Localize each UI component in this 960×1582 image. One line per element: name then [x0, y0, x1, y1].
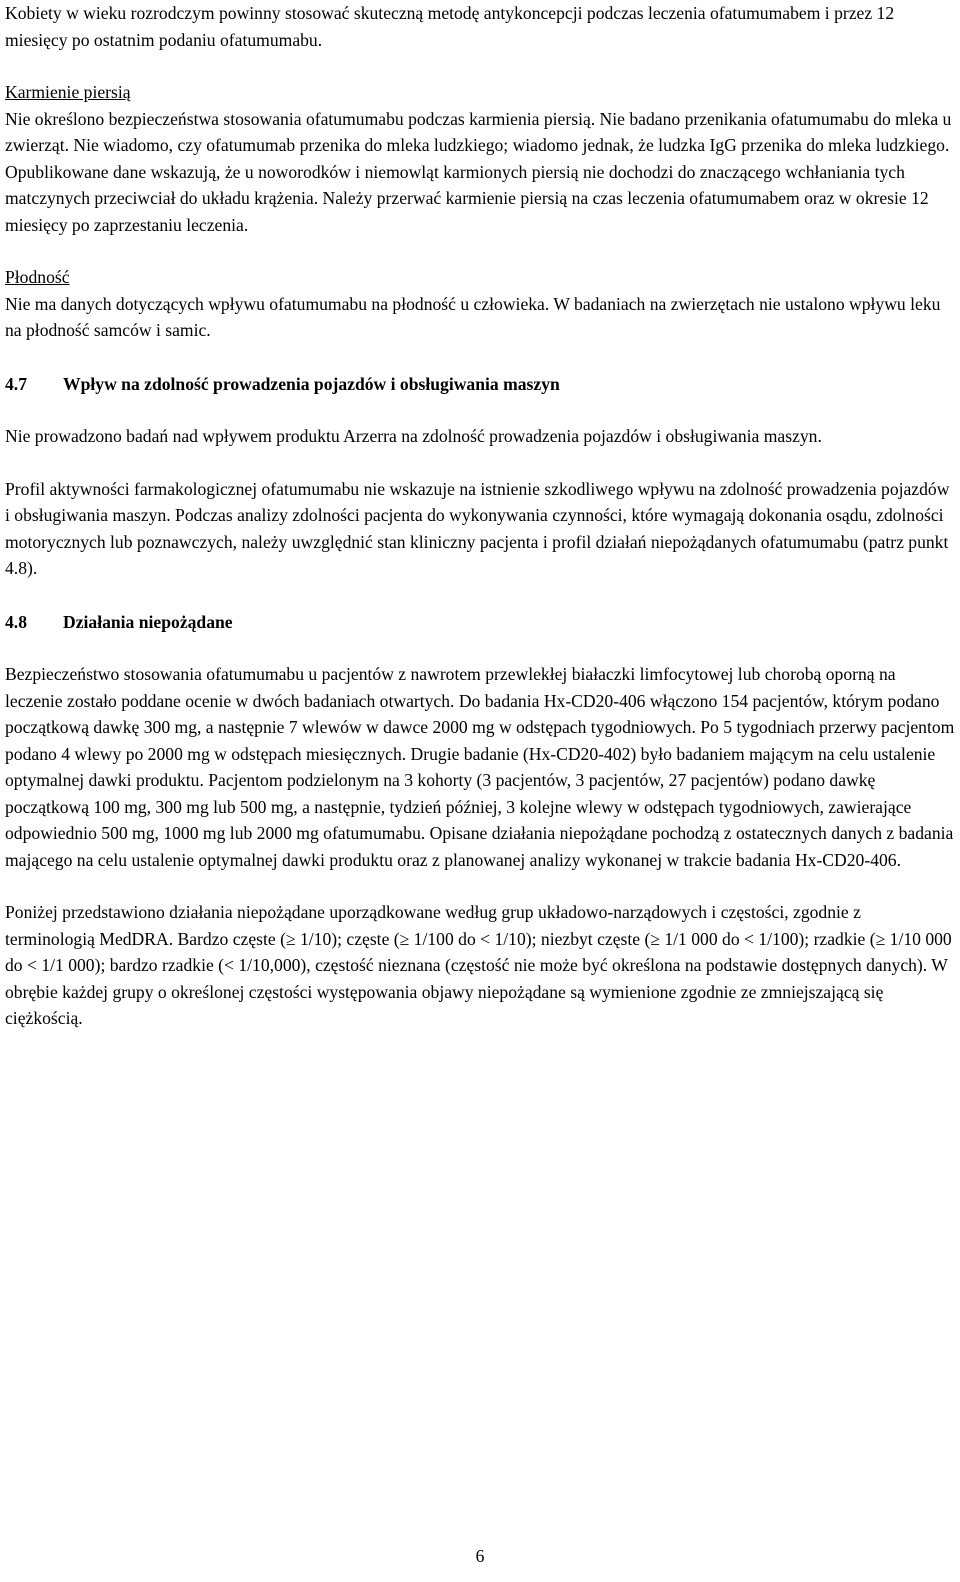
fertility-heading: Płodność: [5, 267, 70, 287]
section-4-7-paragraph-2: Profil aktywności farmakologicznej ofatumumabu nie wskazuje na istnienie szkodliwego wpływu na zdolność prowadzenia pojazdów i obsługiwania maszyn. Podczas analizy zdolności pacjenta do wykonywania czynności, które wymagają dokonania osądu, zdolności motorycznych lub poznawczych, należy uwzględnić stan kliniczny pacjenta i profil działań niepożądanych ofatumumabu (patrz punkt 4.8).: [5, 478, 950, 578]
breastfeeding-paragraph: Nie określono bezpieczeństwa stosowania ofatumumabu podczas karmienia piersią. Nie badano przenikania ofatumumabu do mleka u zwierząt. Nie wiadomo, czy ofatumumab przenika do mleka ludzkiego; wiadomo jednak, że ludzka IgG przenika do mleka ludzkiego. Opublikowane dane wskazują, że u noworodków i niemowląt karmionych piersią nie dochodzi do znaczącego wchłaniania tych matczynych przeciwciał do układu krążenia. Należy przerwać karmienie piersią na czas leczenia ofatumumabem oraz w okresie 12 miesięcy po zaprzestaniu leczenia.: [5, 108, 952, 235]
section-4-8-heading: [5, 609, 955, 636]
section-4-8-paragraph-2: Poniżej przedstawiono działania niepożądane uporządkowane według grup układowo-narządowych i częstości, zgodnie z terminologią MedDRA. Bardzo częste (≥ 1/10); częste (≥ 1/100 do < 1/10); niezbyt częste (≥ 1/1 000 do < 1/100); rzadkie (≥ 1/10 000 do < 1/1 000); bardzo rzadkie (< 1/10,000), częstość nieznana (częstość nie może być określona na podstawie dostępnych danych). W obrębie każdej grupy o określonej częstości występowania objawy niepożądane są wymienione zgodnie ze zmniejszającą się ciężkością.: [5, 902, 952, 1028]
section-4-8-paragraph-1: Bezpieczeństwo stosowania ofatumumabu u pacjentów z nawrotem przewlekłej białaczki limfocytowej lub chorobą oporną na leczenie zostało poddane ocenie w dwóch badaniach otwartych. Do badania Hx-CD20-406 włączono 154 pacjentów, którym podano początkową dawkę 300 mg, a następnie 7 wlewów w dawce 2000 mg w odstępach tygodniowych. Po 5 tygodniach przerwy pacjentom podano 4 wlewy po 2000 mg w odstępach miesięcznych. Drugie badanie (Hx-CD20-402) było badaniem mającym na celu ustalenie optymalnej dawki produktu. Pacjentom podzielonym na 3 kohorty (3 pacjentów, 3 pacjentów, 27 pacjentów) podano dawkę początkową 100 mg, 300 mg lub 500 mg, a następnie, tydzień później, 3 kolejne wlewy w odstępach tygodniowych, zawierające odpowiednio 500 mg, 1000 mg lub 2000 mg ofatumumabu. Opisane działania niepożądane pochodzą z ostatecznych danych z badania mającego na celu ustalenie optymalnej dawki produktu oraz z planowanej analizy wykonanej w trakcie badania Hx-CD20-406.: [5, 664, 955, 870]
section-4-7-title: Wpływ na zdolność prowadzenia pojazdów i obsługiwania maszyn: [63, 373, 560, 394]
section-4-7-number: 4.7: [5, 373, 27, 394]
breastfeeding-heading: Karmienie piersią: [5, 82, 131, 102]
page-number: 6: [475, 1546, 485, 1566]
section-4-7-heading: [5, 371, 955, 398]
section-4-7-paragraph-1: Nie prowadzono badań nad wpływem produktu Arzerra na zdolność prowadzenia pojazdów i obsługiwania maszyn.: [5, 426, 822, 446]
section-4-8-number: 4.8: [5, 611, 27, 632]
intro-paragraph: Kobiety w wieku rozrodczym powinny stosować skuteczną metodę antykoncepcji podczas leczenia ofatumumabem i przez 12 miesięcy po ostatnim podaniu ofatumumabu.: [5, 3, 895, 50]
section-4-8-title: Działania niepożądane: [63, 611, 233, 632]
fertility-paragraph: Nie ma danych dotyczących wpływu ofatumumabu na płodność u człowieka. W badaniach na zwierzętach nie ustalono wpływu leku na płodność samców i samic.: [5, 293, 941, 340]
document-page: [5, 0, 955, 1032]
